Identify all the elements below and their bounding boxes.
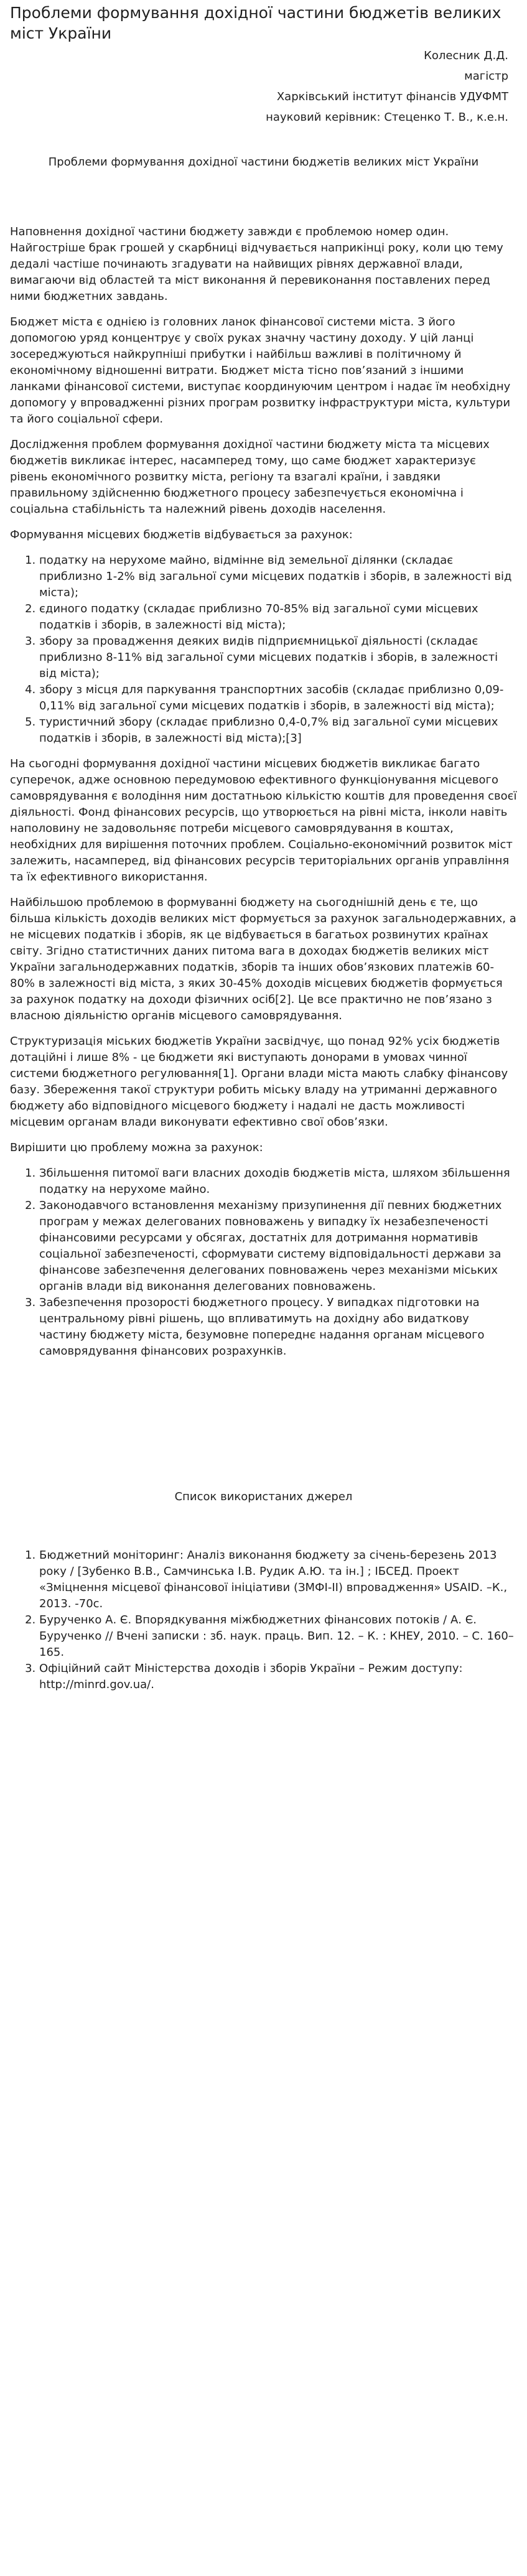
reference-item: 1. Бюджетний моніторинг: Аналіз виконання бюджету за січень-березень 2013 року / [Зубенко В.В., Самчинська І.В. Рудик А.Ю. та ін.] ; ІБСЕД. Проект «Зміцнення місцевої фінансової ініціативи (ЗМФІ-ІІ) впровадження» USAID. –К., 2013. -70с. [39, 1547, 517, 1612]
paragraph: Структуризація міських бюджетів України засвідчує, що понад 92% усіх бюджетів дотаційні і лише 8% - це бюджети які виступають донорами в умовах чинної системи бюджетного регулювання[1]. Органи влади міста мають слабку фінансову базу. Збереження такої структури робить міську владу на утриманні державного бюджету або відповідного місцевого бюджету і надалі не дасть можливості місцевим органам влади виконувати ефективно свої обов’язки. [10, 1035, 508, 1129]
list-item: 5. туристичний збору (складає приблизно 0,4-0,7% від загальної суми місцевих податків і зборів, в залежності від міста);[3] [39, 714, 517, 747]
paragraph: Бюджет міста є однією із головних ланок фінансової системи міста. З його допомогою уряд концентрує у своїх руках значну частину доходу. У цій ланці зосереджуються найкрупніші прибутки і найбільш важливі в політичному й економічному відношенні витрати. Бюджет міста тісно пов’язаний з іншими ланками фінансової системи, виступає координуючим центром і надає їм необхідну допомогу у впровадженні різних програм розвитку інфраструктури міста, культури та його соціальної сфери. [10, 315, 511, 426]
references-list [10, 1547, 517, 1693]
document-page [0, 2, 527, 1693]
solutions-list [10, 1165, 517, 1360]
author-institute: Харківський інститут фінансів УДУФМТ [276, 90, 508, 103]
author-block [10, 47, 508, 126]
article-subtitle: Проблеми формування дохідної частини бюджетів великих міст України [48, 156, 479, 169]
article-body [10, 224, 517, 1360]
list-item: 2. єдиного податку (складає приблизно 70-85% від загальної суми місцевих податків і зборів, в залежності від міста); [39, 601, 517, 633]
author-name: Колесник Д.Д. [424, 49, 508, 62]
paragraph: Формування місцевих бюджетів відбувається за рахунок: [10, 528, 353, 541]
paragraph: Наповнення дохідної частини бюджету завжди є проблемою номер один. Найгостріше брак грошей у скарбниці відчувається наприкінці року, коли цю тему дедалі частіше починають згадувати на найвищих рівнях державної влади, вимагаючи від областей та міст виконання й перевиконання поставлених перед ними бюджетних завдань. [10, 225, 503, 303]
paragraph: Дослідження проблем формування дохідної частини бюджету міста та місцевих бюджетів викликає інтерес, насамперед тому, що саме бюджет характеризує рівень економічного розвитку міста, регіону та взагалі країни, і завдяки правильному здійсненню бюджетного процесу забезпечується економічна і соціальна стабільність та належний рівень доходів населення. [10, 438, 490, 516]
references-heading: Список використаних джерел [174, 1490, 353, 1503]
list-item: 4. збору з місця для паркування транспортних засобів (складає приблизно 0,09-0,11% від загальної суми місцевих податків і зборів, в залежності від міста); [39, 682, 517, 714]
author-degree: магістр [464, 70, 508, 83]
reference-item: 3. Офіційний сайт Міністерства доходів і зборів України – Режим доступу: http://minrd.gov.ua/. [39, 1661, 517, 1693]
list-item: 2. Законодавчого встановлення механізму призупинення дії певних бюджетних програм у межах делегованих повноважень у випадку їх незабезпеченості фінансовими ресурсами у обсягах, достатніх для дотримання нормативів соціальної забезпеченості, сформувати систему відповідальності держави за фінансове забезпечення делегованих повноважень через механізми міських органів влади від виконання делегованих повноважень. [39, 1198, 517, 1295]
author-supervisor: науковий керівник: Стеценко Т. В., к.е.н. [266, 111, 508, 124]
list-item: 1. Збільшення питомої ваги власних доходів бюджетів міста, шляхом збільшення податку на нерухоме майно. [39, 1165, 517, 1198]
reference-item: 2. Бурученко А. Є. Впорядкування міжбюджетних фінансових потоків / А. Є. Бурученко // Вчені записки : зб. наук. праць. Вип. 12. – К. : КНЕУ, 2010. – С. 160–165. [39, 1612, 517, 1661]
paragraph: Найбільшою проблемою в формуванні бюджету на сьогоднішній день є те, що більша кількість доходів великих міст формується за рахунок загальнодержавних, а не місцевих податків і зборів, як це відбувається в багатьох розвинутих країнах світу. Згідно статистичних даних питома вага в доходах бюджетів великих міст України загальнодержавних податків, зборів та інших обов’язкових платежів 60-80% в залежності від міста, з яких 30-45% доходів місцевих бюджетів формується за рахунок податку на доходи фізичних осіб[2]. Це все практично не пов’язано з власною діяльністю органів місцевого самоврядування. [10, 896, 516, 1022]
list-item: 1. податку на нерухоме майно, відмінне від земельної ділянки (складає приблизно 1-2% від загальної суми місцевих податків і зборів, в залежності від міста); [39, 553, 517, 601]
list-item: 3. Забезпечення прозорості бюджетного процесу. У випадках підготовки на центральному рівні рішень, що впливатимуть на дохідну або видаткову частину бюджету міста, безумовне попереднє надання органам місцевого самоврядування фінансових розрахунків. [39, 1295, 517, 1360]
list-item: 3. збору за провадження деяких видів підприємницької діяльності (складає приблизно 8-11% від загальної суми місцевих податків і зборів, в залежності від міста); [39, 633, 517, 682]
revenue-sources-list [10, 553, 517, 747]
document-title: Проблеми формування дохідної частини бюджетів великих міст України [10, 4, 501, 42]
paragraph: На сьогодні формування дохідної частини місцевих бюджетів викликає багато суперечок, адже основною передумовою ефективного функціонування місцевого самоврядування є володіння ним достатньою кількістю коштів для проведення своєї діяльності. Фонд фінансових ресурсів, що утворюється на рівні міста, інколи навіть наполовину не задовольняє потреби місцевого самоврядування в коштах, необхідних для вирішення поточних проблем. Соціально-економічний розвиток міст залежить, насамперед, від фінансових ресурсів територіальних органів управління та їх ефективного використання. [10, 757, 517, 884]
paragraph: Вирішити цю проблему можна за рахунок: [10, 1141, 263, 1154]
